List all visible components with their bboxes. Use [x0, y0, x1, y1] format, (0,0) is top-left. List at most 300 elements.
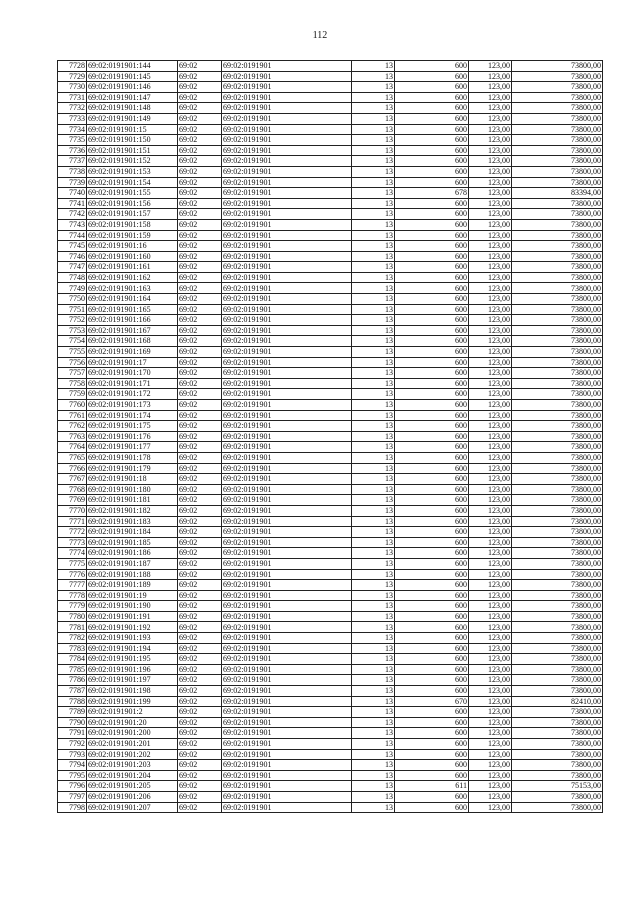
row-number-cell: 7792	[58, 739, 87, 750]
cadastral-block-cell: 69:02:0191901	[222, 145, 352, 156]
table-row	[58, 368, 603, 379]
row-number-cell: 7742	[58, 209, 87, 220]
cadastral-value-cell: 73800,00	[512, 463, 603, 474]
cadastral-block-cell: 69:02:0191901	[222, 177, 352, 188]
cadastral-block-cell: 69:02:0191901	[222, 156, 352, 167]
row-number-cell: 7731	[58, 92, 87, 103]
row-number-cell: 7798	[58, 802, 87, 813]
category-code-cell: 13	[352, 103, 395, 114]
cadastral-number-cell: 69:02:0191901:154	[87, 177, 178, 188]
district-code-cell: 69:02	[178, 484, 222, 495]
row-number-cell: 7746	[58, 251, 87, 262]
district-code-cell: 69:02	[178, 177, 222, 188]
cadastral-number-cell: 69:02:0191901:192	[87, 622, 178, 633]
table-row	[58, 558, 603, 569]
district-code-cell: 69:02	[178, 241, 222, 252]
cadastral-number-cell: 69:02:0191901:153	[87, 166, 178, 177]
area-cell: 600	[395, 760, 469, 771]
district-code-cell: 69:02	[178, 357, 222, 368]
specific-value-cell: 123,00	[469, 431, 512, 442]
cadastral-value-cell: 73800,00	[512, 61, 603, 72]
cadastral-number-cell: 69:02:0191901:205	[87, 781, 178, 792]
specific-value-cell: 123,00	[469, 421, 512, 432]
specific-value-cell: 123,00	[469, 611, 512, 622]
row-number-cell: 7784	[58, 654, 87, 665]
cadastral-value-cell: 73800,00	[512, 378, 603, 389]
cadastral-value-cell: 73800,00	[512, 770, 603, 781]
table-row	[58, 580, 603, 591]
district-code-cell: 69:02	[178, 198, 222, 209]
category-code-cell: 13	[352, 177, 395, 188]
cadastral-value-cell: 83394,00	[512, 188, 603, 199]
category-code-cell: 13	[352, 643, 395, 654]
row-number-cell: 7740	[58, 188, 87, 199]
district-code-cell: 69:02	[178, 219, 222, 230]
area-cell: 600	[395, 548, 469, 559]
cadastral-number-cell: 69:02:0191901:177	[87, 442, 178, 453]
table-row	[58, 770, 603, 781]
cadastral-number-cell: 69:02:0191901:182	[87, 505, 178, 516]
district-code-cell: 69:02	[178, 622, 222, 633]
area-cell: 600	[395, 378, 469, 389]
cadastral-number-cell: 69:02:0191901:162	[87, 272, 178, 283]
category-code-cell: 13	[352, 527, 395, 538]
cadastral-block-cell: 69:02:0191901	[222, 209, 352, 220]
table-row	[58, 400, 603, 411]
table-row	[58, 633, 603, 644]
cadastral-value-cell: 73800,00	[512, 209, 603, 220]
category-code-cell: 13	[352, 770, 395, 781]
area-cell: 600	[395, 537, 469, 548]
category-code-cell: 13	[352, 728, 395, 739]
area-cell: 600	[395, 611, 469, 622]
cadastral-value-cell: 73800,00	[512, 739, 603, 750]
cadastral-block-cell: 69:02:0191901	[222, 654, 352, 665]
cadastral-block-cell: 69:02:0191901	[222, 781, 352, 792]
category-code-cell: 13	[352, 241, 395, 252]
category-code-cell: 13	[352, 82, 395, 93]
cadastral-block-cell: 69:02:0191901	[222, 336, 352, 347]
area-cell: 600	[395, 124, 469, 135]
table-row	[58, 262, 603, 273]
cadastral-number-cell: 69:02:0191901:165	[87, 304, 178, 315]
cadastral-block-cell: 69:02:0191901	[222, 739, 352, 750]
specific-value-cell: 123,00	[469, 707, 512, 718]
specific-value-cell: 123,00	[469, 156, 512, 167]
district-code-cell: 69:02	[178, 654, 222, 665]
area-cell: 600	[395, 484, 469, 495]
row-number-cell: 7796	[58, 781, 87, 792]
district-code-cell: 69:02	[178, 431, 222, 442]
row-number-cell: 7772	[58, 527, 87, 538]
district-code-cell: 69:02	[178, 527, 222, 538]
category-code-cell: 13	[352, 389, 395, 400]
district-code-cell: 69:02	[178, 770, 222, 781]
specific-value-cell: 123,00	[469, 463, 512, 474]
specific-value-cell: 123,00	[469, 294, 512, 305]
category-code-cell: 13	[352, 463, 395, 474]
category-code-cell: 13	[352, 474, 395, 485]
cadastral-value-cell: 73800,00	[512, 400, 603, 411]
area-cell: 611	[395, 781, 469, 792]
area-cell: 600	[395, 580, 469, 591]
category-code-cell: 13	[352, 71, 395, 82]
category-code-cell: 13	[352, 368, 395, 379]
specific-value-cell: 123,00	[469, 198, 512, 209]
cadastral-block-cell: 69:02:0191901	[222, 580, 352, 591]
area-cell: 600	[395, 135, 469, 146]
row-number-cell: 7756	[58, 357, 87, 368]
cadastral-block-cell: 69:02:0191901	[222, 527, 352, 538]
cadastral-number-cell: 69:02:0191901:186	[87, 548, 178, 559]
specific-value-cell: 123,00	[469, 484, 512, 495]
district-code-cell: 69:02	[178, 749, 222, 760]
cadastral-value-cell: 73800,00	[512, 580, 603, 591]
area-cell: 600	[395, 739, 469, 750]
district-code-cell: 69:02	[178, 294, 222, 305]
specific-value-cell: 123,00	[469, 527, 512, 538]
cadastral-number-cell: 69:02:0191901:152	[87, 156, 178, 167]
specific-value-cell: 123,00	[469, 675, 512, 686]
district-code-cell: 69:02	[178, 135, 222, 146]
cadastral-block-cell: 69:02:0191901	[222, 421, 352, 432]
cadastral-number-cell: 69:02:0191901:166	[87, 315, 178, 326]
row-number-cell: 7728	[58, 61, 87, 72]
specific-value-cell: 123,00	[469, 558, 512, 569]
row-number-cell: 7770	[58, 505, 87, 516]
cadastral-block-cell: 69:02:0191901	[222, 124, 352, 135]
area-cell: 600	[395, 166, 469, 177]
category-code-cell: 13	[352, 590, 395, 601]
category-code-cell: 13	[352, 580, 395, 591]
specific-value-cell: 123,00	[469, 82, 512, 93]
cadastral-block-cell: 69:02:0191901	[222, 463, 352, 474]
cadastral-value-cell: 73800,00	[512, 442, 603, 453]
row-number-cell: 7779	[58, 601, 87, 612]
table-row	[58, 251, 603, 262]
table-row	[58, 760, 603, 771]
cadastral-block-cell: 69:02:0191901	[222, 410, 352, 421]
area-cell: 600	[395, 325, 469, 336]
row-number-cell: 7766	[58, 463, 87, 474]
cadastral-value-cell: 73800,00	[512, 272, 603, 283]
district-code-cell: 69:02	[178, 262, 222, 273]
district-code-cell: 69:02	[178, 400, 222, 411]
cadastral-value-cell: 82410,00	[512, 696, 603, 707]
cadastral-number-cell: 69:02:0191901:179	[87, 463, 178, 474]
table-row	[58, 82, 603, 93]
specific-value-cell: 123,00	[469, 209, 512, 220]
cadastral-number-cell: 69:02:0191901:168	[87, 336, 178, 347]
table-row	[58, 791, 603, 802]
district-code-cell: 69:02	[178, 304, 222, 315]
category-code-cell: 13	[352, 92, 395, 103]
cadastral-value-cell: 73800,00	[512, 389, 603, 400]
area-cell: 600	[395, 410, 469, 421]
cadastral-value-cell: 73800,00	[512, 548, 603, 559]
area-cell: 600	[395, 749, 469, 760]
cadastral-value-cell: 73800,00	[512, 527, 603, 538]
cadastral-block-cell: 69:02:0191901	[222, 495, 352, 506]
cadastral-value-cell: 73800,00	[512, 262, 603, 273]
district-code-cell: 69:02	[178, 145, 222, 156]
category-code-cell: 13	[352, 198, 395, 209]
district-code-cell: 69:02	[178, 452, 222, 463]
cadastral-value-cell: 73800,00	[512, 103, 603, 114]
row-number-cell: 7751	[58, 304, 87, 315]
cadastral-value-cell: 73800,00	[512, 484, 603, 495]
cadastral-block-cell: 69:02:0191901	[222, 325, 352, 336]
specific-value-cell: 123,00	[469, 166, 512, 177]
district-code-cell: 69:02	[178, 728, 222, 739]
row-number-cell: 7743	[58, 219, 87, 230]
cadastral-number-cell: 69:02:0191901:200	[87, 728, 178, 739]
cadastral-value-cell: 73800,00	[512, 611, 603, 622]
cadastral-number-cell: 69:02:0191901:202	[87, 749, 178, 760]
cadastral-value-cell: 73800,00	[512, 336, 603, 347]
table-row	[58, 410, 603, 421]
category-code-cell: 13	[352, 558, 395, 569]
area-cell: 600	[395, 654, 469, 665]
specific-value-cell: 123,00	[469, 791, 512, 802]
specific-value-cell: 123,00	[469, 654, 512, 665]
district-code-cell: 69:02	[178, 251, 222, 262]
cadastral-number-cell: 69:02:0191901:191	[87, 611, 178, 622]
specific-value-cell: 123,00	[469, 145, 512, 156]
cadastral-value-cell: 73800,00	[512, 452, 603, 463]
area-cell: 600	[395, 230, 469, 241]
table-row	[58, 304, 603, 315]
area-cell: 600	[395, 770, 469, 781]
cadastral-value-cell: 73800,00	[512, 749, 603, 760]
specific-value-cell: 123,00	[469, 569, 512, 580]
registry-table	[57, 60, 603, 813]
row-number-cell: 7736	[58, 145, 87, 156]
cadastral-block-cell: 69:02:0191901	[222, 728, 352, 739]
cadastral-block-cell: 69:02:0191901	[222, 113, 352, 124]
cadastral-number-cell: 69:02:0191901:181	[87, 495, 178, 506]
district-code-cell: 69:02	[178, 633, 222, 644]
area-cell: 600	[395, 294, 469, 305]
category-code-cell: 13	[352, 145, 395, 156]
category-code-cell: 13	[352, 272, 395, 283]
cadastral-number-cell: 69:02:0191901:159	[87, 230, 178, 241]
table-row	[58, 717, 603, 728]
table-row	[58, 431, 603, 442]
area-cell: 600	[395, 707, 469, 718]
table-row	[58, 728, 603, 739]
cadastral-number-cell: 69:02:0191901:173	[87, 400, 178, 411]
cadastral-block-cell: 69:02:0191901	[222, 675, 352, 686]
cadastral-value-cell: 73800,00	[512, 558, 603, 569]
cadastral-block-cell: 69:02:0191901	[222, 71, 352, 82]
category-code-cell: 13	[352, 802, 395, 813]
cadastral-block-cell: 69:02:0191901	[222, 103, 352, 114]
cadastral-number-cell: 69:02:0191901:206	[87, 791, 178, 802]
row-number-cell: 7769	[58, 495, 87, 506]
area-cell: 600	[395, 442, 469, 453]
category-code-cell: 13	[352, 421, 395, 432]
row-number-cell: 7750	[58, 294, 87, 305]
row-number-cell: 7773	[58, 537, 87, 548]
district-code-cell: 69:02	[178, 442, 222, 453]
row-number-cell: 7757	[58, 368, 87, 379]
district-code-cell: 69:02	[178, 336, 222, 347]
cadastral-value-cell: 73800,00	[512, 410, 603, 421]
table-row	[58, 484, 603, 495]
table-row	[58, 389, 603, 400]
cadastral-block-cell: 69:02:0191901	[222, 770, 352, 781]
table-row	[58, 241, 603, 252]
table-row	[58, 272, 603, 283]
category-code-cell: 13	[352, 357, 395, 368]
table-row	[58, 283, 603, 294]
area-cell: 600	[395, 368, 469, 379]
category-code-cell: 13	[352, 452, 395, 463]
cadastral-block-cell: 69:02:0191901	[222, 760, 352, 771]
district-code-cell: 69:02	[178, 113, 222, 124]
district-code-cell: 69:02	[178, 103, 222, 114]
area-cell: 600	[395, 558, 469, 569]
district-code-cell: 69:02	[178, 791, 222, 802]
district-code-cell: 69:02	[178, 378, 222, 389]
cadastral-number-cell: 69:02:0191901:163	[87, 283, 178, 294]
district-code-cell: 69:02	[178, 760, 222, 771]
category-code-cell: 13	[352, 113, 395, 124]
row-number-cell: 7791	[58, 728, 87, 739]
area-cell: 600	[395, 103, 469, 114]
specific-value-cell: 123,00	[469, 548, 512, 559]
category-code-cell: 13	[352, 601, 395, 612]
cadastral-number-cell: 69:02:0191901:194	[87, 643, 178, 654]
district-code-cell: 69:02	[178, 739, 222, 750]
specific-value-cell: 123,00	[469, 135, 512, 146]
specific-value-cell: 123,00	[469, 400, 512, 411]
category-code-cell: 13	[352, 622, 395, 633]
cadastral-number-cell: 69:02:0191901:196	[87, 664, 178, 675]
area-cell: 600	[395, 664, 469, 675]
category-code-cell: 13	[352, 707, 395, 718]
area-cell: 600	[395, 421, 469, 432]
area-cell: 600	[395, 71, 469, 82]
cadastral-value-cell: 73800,00	[512, 760, 603, 771]
area-cell: 600	[395, 590, 469, 601]
cadastral-value-cell: 73800,00	[512, 241, 603, 252]
district-code-cell: 69:02	[178, 463, 222, 474]
area-cell: 600	[395, 272, 469, 283]
specific-value-cell: 123,00	[469, 633, 512, 644]
cadastral-value-cell: 73800,00	[512, 113, 603, 124]
specific-value-cell: 123,00	[469, 188, 512, 199]
cadastral-block-cell: 69:02:0191901	[222, 135, 352, 146]
specific-value-cell: 123,00	[469, 601, 512, 612]
area-cell: 600	[395, 527, 469, 538]
cadastral-number-cell: 69:02:0191901:171	[87, 378, 178, 389]
cadastral-number-cell: 69:02:0191901:183	[87, 516, 178, 527]
specific-value-cell: 123,00	[469, 61, 512, 72]
district-code-cell: 69:02	[178, 707, 222, 718]
cadastral-block-cell: 69:02:0191901	[222, 262, 352, 273]
specific-value-cell: 123,00	[469, 378, 512, 389]
table-row	[58, 378, 603, 389]
cadastral-number-cell: 69:02:0191901:185	[87, 537, 178, 548]
cadastral-block-cell: 69:02:0191901	[222, 241, 352, 252]
district-code-cell: 69:02	[178, 166, 222, 177]
specific-value-cell: 123,00	[469, 452, 512, 463]
cadastral-number-cell: 69:02:0191901:172	[87, 389, 178, 400]
cadastral-number-cell: 69:02:0191901:146	[87, 82, 178, 93]
category-code-cell: 13	[352, 633, 395, 644]
district-code-cell: 69:02	[178, 474, 222, 485]
specific-value-cell: 123,00	[469, 283, 512, 294]
cadastral-value-cell: 73800,00	[512, 622, 603, 633]
table-row	[58, 103, 603, 114]
cadastral-value-cell: 73800,00	[512, 357, 603, 368]
specific-value-cell: 123,00	[469, 749, 512, 760]
specific-value-cell: 123,00	[469, 103, 512, 114]
category-code-cell: 13	[352, 124, 395, 135]
cadastral-number-cell: 69:02:0191901:180	[87, 484, 178, 495]
specific-value-cell: 123,00	[469, 781, 512, 792]
area-cell: 600	[395, 92, 469, 103]
row-number-cell: 7760	[58, 400, 87, 411]
cadastral-value-cell: 73800,00	[512, 537, 603, 548]
cadastral-number-cell: 69:02:0191901:184	[87, 527, 178, 538]
row-number-cell: 7745	[58, 241, 87, 252]
cadastral-block-cell: 69:02:0191901	[222, 686, 352, 697]
cadastral-value-cell: 73800,00	[512, 643, 603, 654]
cadastral-number-cell: 69:02:0191901:176	[87, 431, 178, 442]
district-code-cell: 69:02	[178, 611, 222, 622]
district-code-cell: 69:02	[178, 92, 222, 103]
cadastral-block-cell: 69:02:0191901	[222, 452, 352, 463]
area-cell: 600	[395, 145, 469, 156]
cadastral-number-cell: 69:02:0191901:188	[87, 569, 178, 580]
cadastral-number-cell: 69:02:0191901:155	[87, 188, 178, 199]
district-code-cell: 69:02	[178, 188, 222, 199]
cadastral-number-cell: 69:02:0191901:145	[87, 71, 178, 82]
cadastral-value-cell: 73800,00	[512, 177, 603, 188]
table-row	[58, 654, 603, 665]
cadastral-value-cell: 73800,00	[512, 654, 603, 665]
table-row	[58, 569, 603, 580]
table-row	[58, 537, 603, 548]
cadastral-block-cell: 69:02:0191901	[222, 664, 352, 675]
area-cell: 600	[395, 357, 469, 368]
table-row	[58, 463, 603, 474]
table-row	[58, 315, 603, 326]
cadastral-value-cell: 73800,00	[512, 590, 603, 601]
table-row	[58, 135, 603, 146]
category-code-cell: 13	[352, 166, 395, 177]
cadastral-block-cell: 69:02:0191901	[222, 442, 352, 453]
cadastral-value-cell: 73800,00	[512, 421, 603, 432]
cadastral-value-cell: 73800,00	[512, 166, 603, 177]
cadastral-value-cell: 73800,00	[512, 728, 603, 739]
row-number-cell: 7783	[58, 643, 87, 654]
cadastral-block-cell: 69:02:0191901	[222, 166, 352, 177]
cadastral-block-cell: 69:02:0191901	[222, 431, 352, 442]
row-number-cell: 7761	[58, 410, 87, 421]
cadastral-block-cell: 69:02:0191901	[222, 643, 352, 654]
cadastral-value-cell: 73800,00	[512, 474, 603, 485]
cadastral-number-cell: 69:02:0191901:190	[87, 601, 178, 612]
row-number-cell: 7764	[58, 442, 87, 453]
specific-value-cell: 123,00	[469, 230, 512, 241]
row-number-cell: 7734	[58, 124, 87, 135]
table-row	[58, 209, 603, 220]
specific-value-cell: 123,00	[469, 410, 512, 421]
